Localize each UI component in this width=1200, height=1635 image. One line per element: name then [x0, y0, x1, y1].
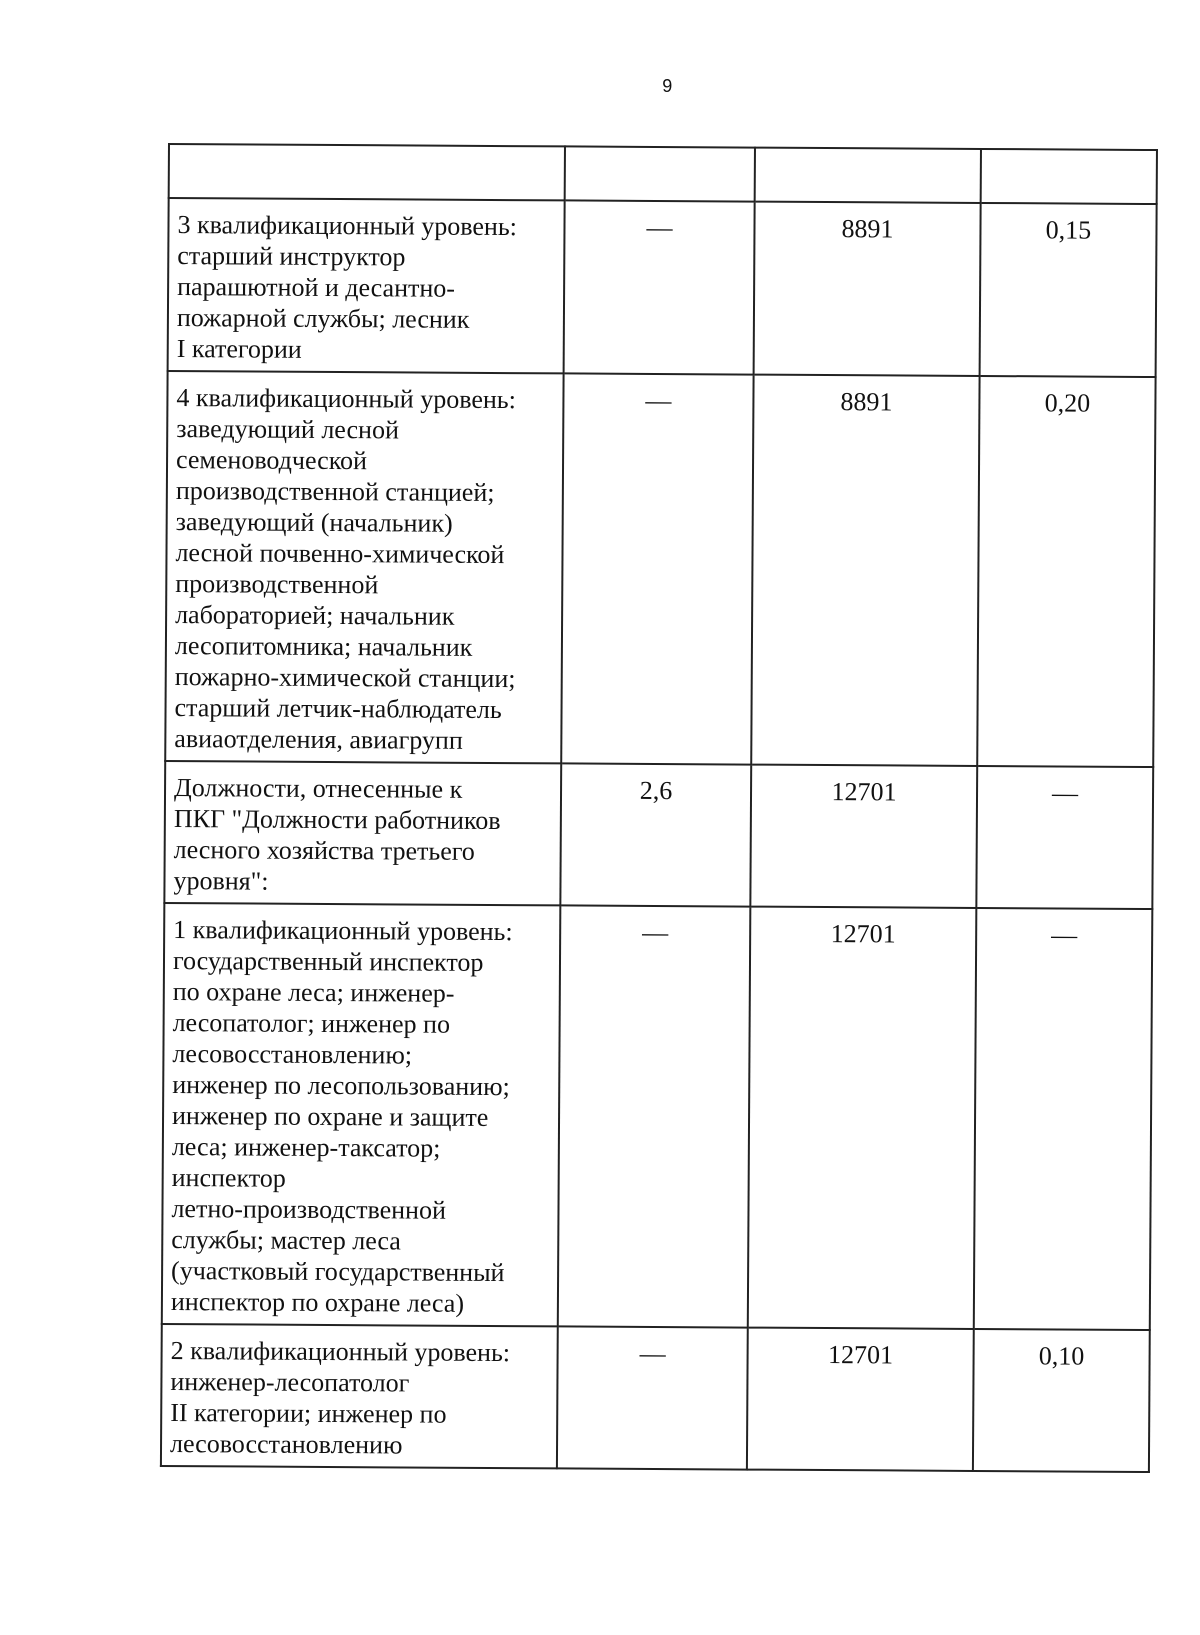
header-cell-increase [981, 149, 1157, 204]
increase-cell: — [974, 908, 1153, 1330]
position-name-cell [162, 903, 561, 1326]
position-name-line: старший летчик-наблюдатель [174, 693, 502, 725]
position-name-line: лесовосстановлению; [172, 1039, 413, 1070]
position-name-line: 2 квалификационный уровень: [170, 1336, 511, 1368]
salary-cell: 8891 [754, 202, 981, 376]
position-name-line: пожарно-химической станции; [174, 662, 516, 694]
position-name-cell [165, 371, 563, 763]
position-name-line: лабораторией; начальник [175, 600, 455, 631]
increase-cell: 0,20 [977, 376, 1155, 767]
position-name-line: I категории [176, 334, 302, 364]
position-name-cell [168, 198, 565, 373]
increase-cell: — [976, 766, 1153, 909]
table-row [165, 371, 1155, 767]
table-row [164, 761, 1153, 909]
position-name-line: летно-производственной [171, 1194, 447, 1225]
position-name-line: 3 квалификационный уровень: [177, 210, 518, 242]
position-name-line: производственной [175, 569, 379, 600]
increase-cell: 0,10 [973, 1329, 1150, 1472]
position-name-line: государственный инспектор [172, 946, 484, 977]
position-name-line: старший инструктор [177, 241, 406, 272]
position-name-line: заведующий лесной [176, 414, 400, 445]
header-cell-name [169, 144, 565, 200]
position-name-line: лесного хозяйства третьего [173, 835, 475, 866]
position-name-line: инспектор [171, 1163, 286, 1193]
position-name-line: II категории; инженер по [170, 1398, 447, 1429]
position-name-line: ПКГ "Должности работников [173, 804, 501, 836]
position-name-line: лесной почвенно-химической [175, 538, 505, 570]
position-name-line: лесопитомника; начальник [174, 631, 473, 662]
salary-cell: 12701 [748, 907, 977, 1329]
position-name-line: (участковый государственный [171, 1256, 505, 1288]
table-row [161, 1324, 1150, 1472]
positions-table [160, 143, 1158, 1473]
position-name-line: 4 квалификационный уровень: [176, 383, 516, 415]
salary-cell: 12701 [747, 1328, 974, 1471]
table-header-row [169, 144, 1157, 204]
header-cell-salary [755, 148, 981, 203]
position-name-line: леса; инженер-таксатор; [171, 1132, 441, 1163]
coefficient-cell: — [558, 905, 751, 1327]
coefficient-cell: — [561, 373, 753, 764]
table-row [168, 198, 1157, 377]
position-name-line: лесовосстановлению [169, 1429, 403, 1460]
coefficient-cell: — [564, 200, 755, 374]
position-name-line: инженер-лесопатолог [170, 1367, 410, 1398]
position-name-line: парашютной и десантно- [177, 272, 456, 303]
position-name-line: семеноводческой [175, 445, 368, 476]
position-name-line: производственной станцией; [175, 476, 495, 508]
salary-cell: 8891 [751, 375, 979, 766]
position-name-line: службы; мастер леса [171, 1225, 401, 1256]
page-number: 9 [662, 76, 673, 96]
position-name-line: пожарной службы; лесник [176, 303, 470, 334]
salary-cell: 12701 [750, 765, 977, 908]
position-name-cell [161, 1324, 558, 1468]
position-name-line: инженер по охране и защите [171, 1101, 489, 1132]
position-name-line: лесопатолог; инженер по [172, 1008, 451, 1039]
position-name-line: инспектор по охране леса) [170, 1287, 465, 1318]
position-name-line: авиаотделения, авиагрупп [174, 724, 463, 755]
position-name-line: 1 квалификационный уровень: [173, 915, 513, 947]
position-name-cell [164, 761, 561, 905]
coefficient-cell: 2,6 [560, 763, 751, 906]
position-name-line: Должности, отнесенные к [173, 773, 463, 804]
position-name-line: уровня": [173, 866, 269, 896]
coefficient-cell: — [557, 1326, 748, 1469]
position-name-line: инженер по лесопользованию; [172, 1070, 510, 1102]
table-row [162, 903, 1153, 1330]
position-name-line: по охране леса; инженер- [172, 977, 455, 1008]
header-cell-coefficient [565, 146, 755, 201]
increase-cell: 0,15 [980, 203, 1157, 377]
position-name-line: заведующий (начальник) [175, 507, 453, 538]
